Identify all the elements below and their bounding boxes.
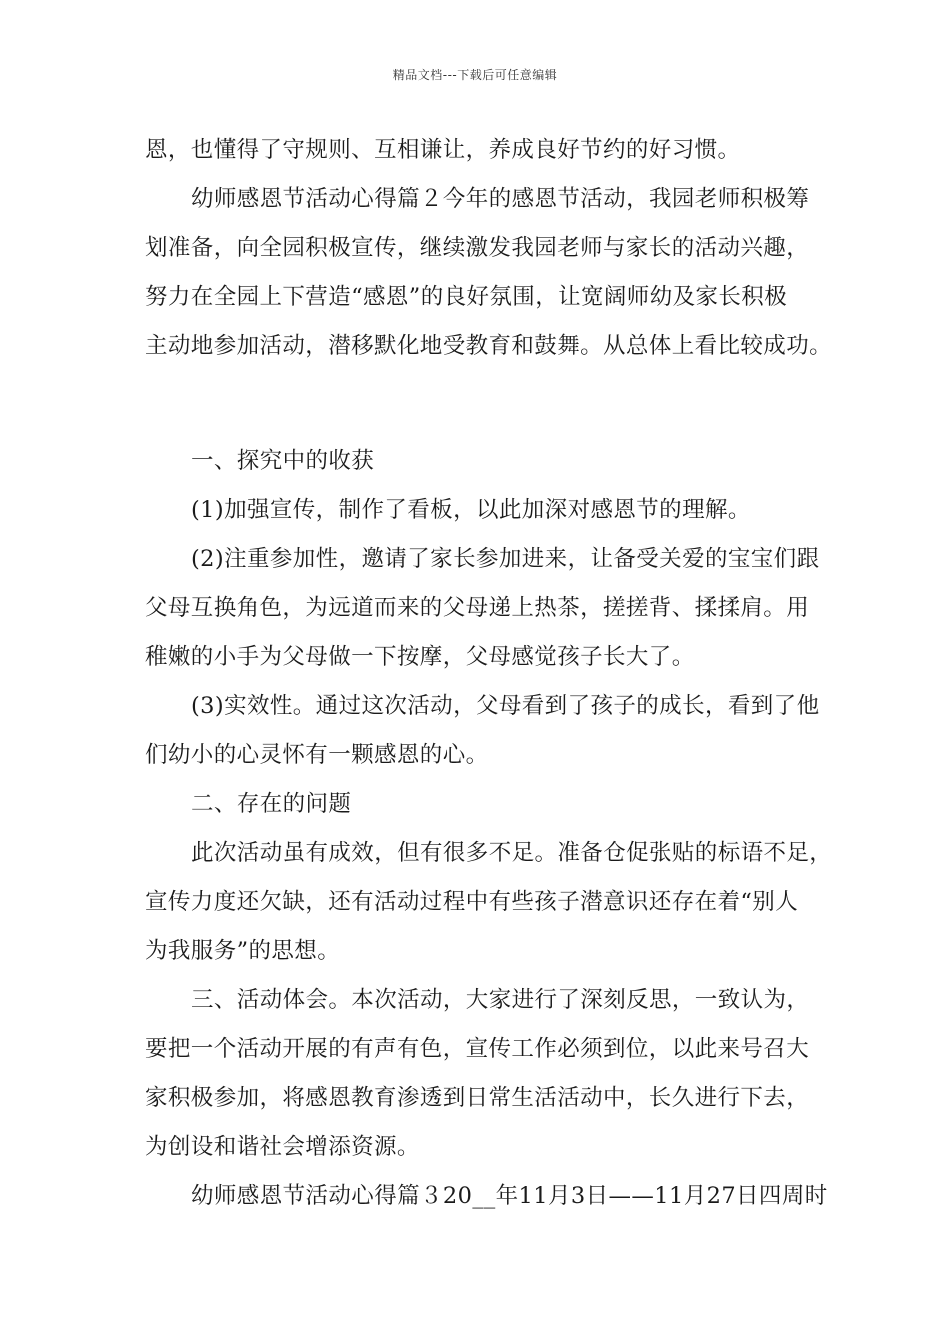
paragraph-line: 努力在全园上下营造“感恩”的良好氛围，让宽阔师幼及家长积极: [145, 284, 788, 310]
paragraph-line: 此次活动虽有成效，但有很多不足。准备仓促张贴的标语不足，: [191, 840, 833, 866]
paragraph-line: (1)加强宣传，制作了看板，以此加深对感恩节的理解。: [191, 497, 751, 523]
paragraph-line: 为我服务”的思想。: [145, 938, 341, 964]
document-body: [145, 126, 833, 1221]
paragraph-line: 稚嫩的小手为父母做一下按摩，父母感觉孩子长大了。: [145, 644, 695, 670]
paragraph-line: 划准备，向全园积极宣传，继续激发我园老师与家长的活动兴趣，: [145, 235, 810, 261]
page-header: 精品文档---下载后可任意编辑: [392, 68, 558, 82]
paragraph-line: 父母互换角色，为远道而来的父母递上热茶，搓搓背、揉揉肩。用: [145, 595, 810, 621]
paragraph-gap: [145, 371, 815, 437]
paragraph-line: 家积极参加，将感恩教育渗透到日常生活活动中，长久进行下去，: [145, 1085, 810, 1111]
paragraph-line: (3)实效性。通过这次活动，父母看到了孩子的成长，看到了他: [191, 693, 820, 719]
paragraph-line: 幼师感恩节活动心得篇３20__年11月3日——11月27日四周时: [191, 1183, 828, 1209]
paragraph-line: 宣传力度还欠缺，还有活动过程中有些孩子潜意识还存在着“别人: [145, 889, 799, 915]
paragraph-line: (2)注重参加性，邀请了家长参加进来，让备受关爱的宝宝们跟: [191, 546, 820, 572]
paragraph-line: 要把一个活动开展的有声有色，宣传工作必须到位，以此来号召大: [145, 1036, 810, 1062]
paragraph-line: 幼师感恩节活动心得篇２今年的感恩节活动，我园老师积极筹: [191, 186, 810, 212]
section-heading: 二、存在的问题: [191, 791, 352, 817]
paragraph-line: 为创设和谐社会增添资源。: [145, 1134, 420, 1160]
section-heading: 三、活动体会。本次活动，大家进行了深刻反思，一致认为，: [191, 987, 810, 1013]
paragraph-line: 恩，也懂得了守规则、互相谦让，养成良好节约的好习惯。: [145, 137, 741, 163]
section-heading: 一、探究中的收获: [191, 448, 375, 474]
paragraph-line: 们幼小的心灵怀有一颗感恩的心。: [145, 742, 489, 768]
paragraph-line: 主动地参加活动，潜移默化地受教育和鼓舞。从总体上看比较成功。: [145, 333, 833, 359]
